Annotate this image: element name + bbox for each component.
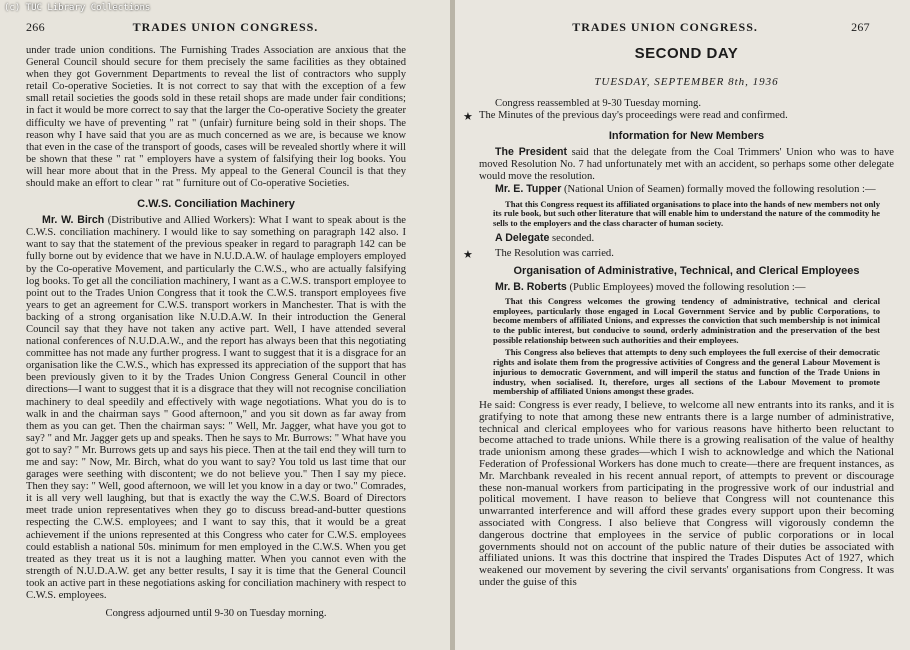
section-heading-new-members: Information for New Members [608,130,765,143]
right-running-title: TRADES UNION CONGRESS. [572,20,758,34]
star-icon: ★ [463,248,473,261]
birch-speech [26,214,406,602]
roberts-speech: He said: Congress is ever ready, I believe, to welcome all new entrants into its ranks, and it is gratifying to note that among these new entrants there is a large number of administrative, technical and clerical employees who for various reasons have hitherto been reluctant to become attached to trade unions. While there is a growing realisation of the value of healthy trade unionism among these grades—which I wish to acknowledge and which the National Federation of Professional Workers has done much to create—there are frequent instances, as Mr. Marchbank revealed in his recent annual report, of attempts to prevent or discourage these non-manual workers from participating in the progressive work of our industrial and political movement. I have reason to believe that Congress will not countenance this unwarranted interference and will afford these grades every support upon their becoming associated with Congress. I also believe that Congress will vigorously condemn the dangerous doctrine that employees in the service of public corporations or in local governments should not on account of the public nature of their duties be associated with affiliated unions. It was this doctrine that inspired the Trades Disputes Act of 1927, which weakened our movement by severing the civil servants' organisations from Congress. It was under the guise of this [479,398,894,588]
speaker-birch: Mr. W. Birch [42,214,105,227]
speaker-roberts: Mr. B. Roberts [495,280,567,293]
adjournment-note: Congress adjourned until 9-30 on Tuesday morning. [105,608,327,620]
seconded-line [479,232,894,245]
left-paragraph-1: under trade union conditions. The Furnishing Trades Association are anxious that the General Council should secure for them precisely the same facilities as they obtained when they got Government Departments to reveal the list of contractors who supply retail Co-operative Societies. It is not correct to say that with the exception of a few small retail societies the goods sold in these retail shops are made under fair conditions; in fact it would be more correct to say that the larger the Co-operative Society the greater difficulty we have of preventing " rat " (unfair) furniture being sold in their shops. The reason why I have said that you are as much concerned as we are, is because we know that even in the case of the transport of goods, cases will be revealed shortly where it will be shown that these " rat " employers have a system of falsifying their log books. You will hear more about that in the Press. My appeal to the General Council is that they should make an effort to clear " rat " furniture out of Co-operative Societies. [26,45,406,190]
speaker-delegate: A Delegate [495,231,550,244]
birch-speech-text: (Distributive and Allied Workers): What I want to speak about is the C.W.S. conciliation machinery. I would like to say something on paragraph 142 also. I want to say that the statement of the previous speaker in regard to paragraph 142 can be fully borne out by evidence that we have in N.U.D.A.W. of haulage employers employed by the Co-operative Movement, and particularly the C.W.S., who are actually falsifying log books. To get all the conciliation machinery, I want as a C.W.S. transport employee to point out to the Trades Union Congress that it took the C.W.S. transport employees five years to get an agreement for C.W.S. transport workers in Manchester. That is with the backing of a strong organisation like N.U.D.A.W. In their introduction the General Council say that they have not taken any active part. Well, I have attended several national conferences of N.U.D.A.W., and the report has always been that this negotiating committee has not made any further progress. I want to suggest that it is a disgrace for an organisation like the C.W.S., which has expressed its appreciation of the support that has been previously given to it by the Trades Union Congress General Council in other directions—I want to suggest that it is a disgrace that they will not recognise conciliation machinery to deal speedily and effectively with wage negotiations. What you do is to walk in and the chairman says " Good afternoon," and you sit down as far away from them as you can get. Then the chairman says: " Well, Mr. Jagger, what have you got to say? " and Mr. Jagger gets up and speaks. Then he says to Mr. Burrows: " What have you got to say? " Mr. Burrows gets up and says his piece. Then at the tail end they will turn to me and say: " Now, Mr. Birch, what do you want to say? You told us last time that our garages were seething with discontent; we do not believe you." Then I say my piece. Then they say: " Well, good afternoon, we will let you know in a day or two." Comrades, it is all very well laughing, but that is exactly the way the C.W.S. Board of Directors meet trade union representatives when they go to discuss bread-and-butter questions respecting the C.W.S. employees; and I want to say this, that it would be a great achievement if the unions represented at this Congress who cater for C.W.S. employees could establish a national 50s. minimum for men employed in the C.W.S. When you get treated as they treat us it is not a laughing matter. When you cannot even with the strength of N.U.D.A.W. get any better results, I say it is time that the General Council took an active part in these negotiations asking for conciliation machinery with respect to C.W.S. employees. [26,215,406,602]
roberts-statement [479,281,894,294]
seconded-text: seconded. [549,232,595,244]
day-heading: SECOND DAY [634,45,739,62]
minutes-item [463,110,894,124]
president-text: said that the delegate from the Coal Trimmers' Union who was to have moved Resolution No. 7 had unfortunately met with an accident, so perhaps some other delegate would move the resolution. [479,147,894,183]
left-running-title: TRADES UNION CONGRESS. [132,20,319,34]
resolution-text-2b: This Congress also believes that attempts to deny such employees the full exercise of their democratic rights and isolate them from the progressive activities of Congress and the general Labour Movement is injurious to democratic Government, and will imperil the status and function of the Trade Unions in industry, when socialised. It, therefore, urges all sections of the Labour Movement to promote membership of affiliated Unions amongst these grades. [493,347,880,397]
speaker-tupper: Mr. E. Tupper [495,183,562,196]
right-running-head [479,20,894,35]
left-page [0,0,452,650]
tupper-text: (National Union of Seamen) formally moved the following resolution :— [561,184,876,196]
resolution-text-2a: That this Congress welcomes the growing tendency of administrative, technical and clerical employees, particularly those engaged in Local Government Service and by public Corporations, to become members of affiliated Unions, and expresses the conviction that such membership is not inimical to the public interest, but conducive to sound, orderly administration and the preservation of the best possible relationship between such authorities and their employees. [493,295,880,345]
left-running-head [26,20,406,35]
star-icon: ★ [463,111,473,124]
president-statement [479,146,894,183]
roberts-text: (Public Employees) moved the following resolution :— [566,281,806,293]
watermark-text: (c) TUC Library Collections [4,3,151,13]
left-page-number: 266 [26,20,45,34]
date-line: TUESDAY, SEPTEMBER 8th, 1936 [594,76,779,88]
tupper-statement [479,183,894,196]
speaker-president: The President [495,146,567,159]
reassembled-line: Congress reassembled at 9-30 Tuesday morning. [495,98,701,109]
minutes-line: The Minutes of the previous day's proceedings were read and confirmed. [479,110,788,122]
section-heading-cws: C.W.S. Conciliation Machinery [137,198,295,211]
right-page [455,0,910,650]
section-heading-organisation: Organisation of Administrative, Technical, and Clerical Employees [513,264,860,277]
resolution-text-1: That this Congress request its affiliated organisations to place into the hands of new members not only its rule book, but such other literature that will enable him to understand the nature of the commodity he sells to the employers and the class character of human society. [493,198,880,228]
carried-line: The Resolution was carried. [495,247,614,259]
right-page-number: 267 [851,20,870,34]
carried-item [463,247,894,261]
